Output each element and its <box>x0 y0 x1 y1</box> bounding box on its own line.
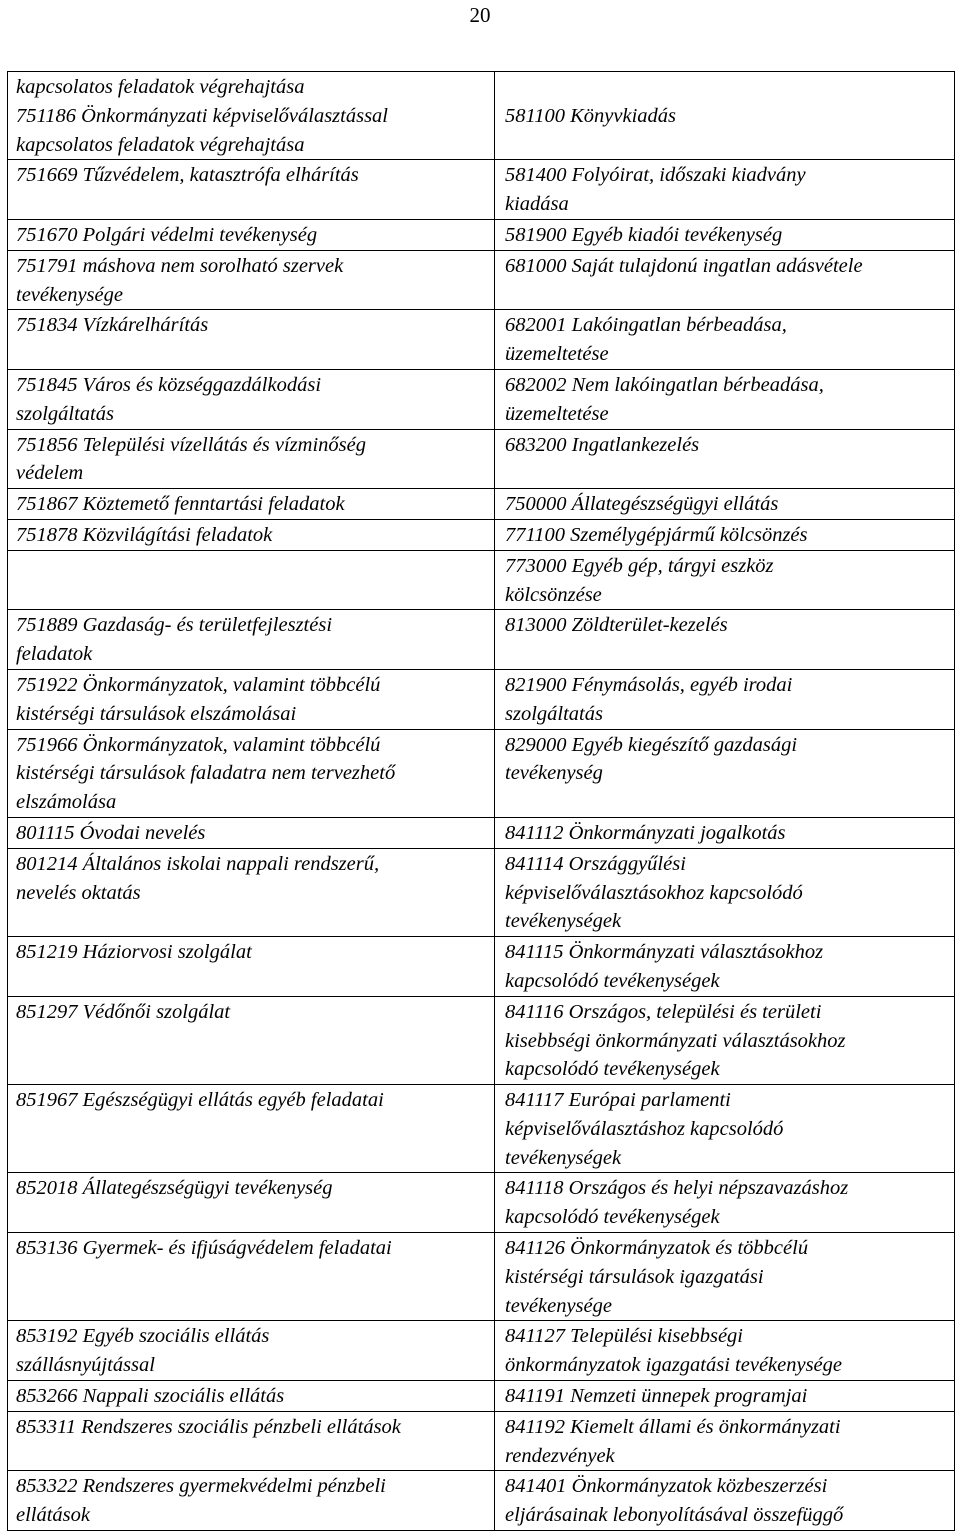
left-cell: 751922 Önkormányzatok, valamint többcélú kistérségi társulások elszámolásai <box>8 669 495 729</box>
table-row <box>8 72 955 160</box>
activity-code-table <box>7 71 955 1531</box>
right-cell: 841127 Települési kisebbségi önkormányzatok igazgatási tevékenysége <box>495 1321 955 1381</box>
right-cell: 682001 Lakóingatlan bérbeadása, üzemeltetése <box>495 310 955 370</box>
right-cell: 829000 Egyéb kiegészítő gazdasági tevékenység <box>495 729 955 817</box>
table-row <box>8 817 955 848</box>
table-row <box>8 996 955 1084</box>
table-row <box>8 250 955 310</box>
right-cell: 841115 Önkormányzati választásokhoz kapcsolódó tevékenységek <box>495 937 955 997</box>
table-row <box>8 610 955 670</box>
table-row <box>8 1471 955 1531</box>
left-cell: 751966 Önkormányzatok, valamint többcélú kistérségi társulások faladatra nem tervezhető elszámolása <box>8 729 495 817</box>
right-cell: 841114 Országgyűlési képviselőválasztásokhoz kapcsolódó tevékenységek <box>495 848 955 936</box>
left-cell: 853311 Rendszeres szociális pénzbeli ellátások <box>8 1411 495 1471</box>
left-cell: 801115 Óvodai nevelés <box>8 817 495 848</box>
left-cell: 853192 Egyéb szociális ellátás szállásnyújtással <box>8 1321 495 1381</box>
page-number: 20 <box>469 3 491 27</box>
left-cell: 852018 Állategészségügyi tevékenység <box>8 1173 495 1233</box>
right-cell: 813000 Zöldterület-kezelés <box>495 610 955 670</box>
right-cell: 581400 Folyóirat, időszaki kiadvány kiadása <box>495 160 955 220</box>
table-row <box>8 310 955 370</box>
left-cell: 751834 Vízkárelhárítás <box>8 310 495 370</box>
left-cell: 853136 Gyermek- és ifjúságvédelem feladatai <box>8 1233 495 1321</box>
table-row <box>8 1321 955 1381</box>
left-cell: 751791 máshova nem sorolható szervek tevékenysége <box>8 250 495 310</box>
left-cell: 853322 Rendszeres gyermekvédelmi pénzbeli ellátások <box>8 1471 495 1531</box>
left-cell: 751878 Közvilágítási feladatok <box>8 519 495 550</box>
table-row <box>8 369 955 429</box>
right-cell: 682002 Nem lakóingatlan bérbeadása, üzemeltetése <box>495 369 955 429</box>
left-cell: 751856 Települési vízellátás és vízminőség védelem <box>8 429 495 489</box>
table-row <box>8 429 955 489</box>
table-row <box>8 519 955 550</box>
table-row <box>8 729 955 817</box>
left-cell: 751867 Köztemető fenntartási feladatok <box>8 489 495 520</box>
table-row <box>8 160 955 220</box>
right-cell: 773000 Egyéb gép, tárgyi eszköz kölcsönzése <box>495 550 955 610</box>
right-cell: 581100 Könyvkiadás <box>495 72 955 160</box>
right-cell: 841401 Önkormányzatok közbeszerzési eljárásainak lebonyolításával összefüggő <box>495 1471 955 1531</box>
left-cell: 851219 Háziorvosi szolgálat <box>8 937 495 997</box>
left-cell: 751670 Polgári védelmi tevékenység <box>8 219 495 250</box>
right-cell: 841126 Önkormányzatok és többcélú kistérségi társulások igazgatási tevékenysége <box>495 1233 955 1321</box>
table-row <box>8 937 955 997</box>
left-cell <box>8 550 495 610</box>
right-cell: 841191 Nemzeti ünnepek programjai <box>495 1381 955 1412</box>
table-row <box>8 1085 955 1173</box>
table-row <box>8 1411 955 1471</box>
left-cell: 751845 Város és községgazdálkodási szolgáltatás <box>8 369 495 429</box>
right-cell: 681000 Saját tulajdonú ingatlan adásvétele <box>495 250 955 310</box>
right-cell: 841112 Önkormányzati jogalkotás <box>495 817 955 848</box>
right-cell: 683200 Ingatlankezelés <box>495 429 955 489</box>
left-cell: 853266 Nappali szociális ellátás <box>8 1381 495 1412</box>
left-cell: 851297 Védőnői szolgálat <box>8 996 495 1084</box>
left-cell: 751669 Tűzvédelem, katasztrófa elhárítás <box>8 160 495 220</box>
right-cell: 750000 Állategészségügyi ellátás <box>495 489 955 520</box>
right-cell: 841116 Országos, települési és területi kisebbségi önkormányzati választásokhoz kapcsolódó tevékenységek <box>495 996 955 1084</box>
table-row <box>8 489 955 520</box>
table-row <box>8 1381 955 1412</box>
left-cell: 801214 Általános iskolai nappali rendszerű, nevelés oktatás <box>8 848 495 936</box>
left-cell: 851967 Egészségügyi ellátás egyéb feladatai <box>8 1085 495 1173</box>
left-cell: 751889 Gazdaság- és területfejlesztési feladatok <box>8 610 495 670</box>
right-cell: 841192 Kiemelt állami és önkormányzati rendezvények <box>495 1411 955 1471</box>
right-cell: 821900 Fénymásolás, egyéb irodai szolgáltatás <box>495 669 955 729</box>
left-cell: kapcsolatos feladatok végrehajtása 751186 Önkormányzati képviselőválasztással kapcsolatos feladatok végrehajtása <box>8 72 495 160</box>
right-cell: 581900 Egyéb kiadói tevékenység <box>495 219 955 250</box>
table-row <box>8 669 955 729</box>
table-row <box>8 1233 955 1321</box>
table-row <box>8 219 955 250</box>
table-body <box>8 72 955 1531</box>
table-row <box>8 550 955 610</box>
table-row <box>8 848 955 936</box>
right-cell: 841117 Európai parlamenti képviselőválasztáshoz kapcsolódó tevékenységek <box>495 1085 955 1173</box>
table-row <box>8 1173 955 1233</box>
right-cell: 771100 Személygépjármű kölcsönzés <box>495 519 955 550</box>
right-cell: 841118 Országos és helyi népszavazáshoz kapcsolódó tevékenységek <box>495 1173 955 1233</box>
